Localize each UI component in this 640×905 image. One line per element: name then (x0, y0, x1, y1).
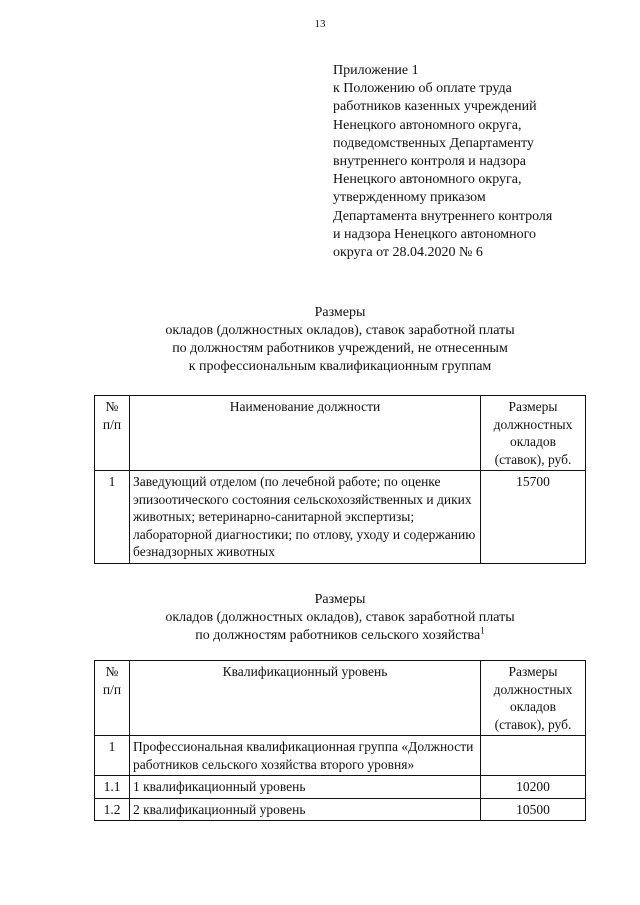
row-number: 1.1 (95, 776, 130, 799)
appendix-line: утвержденному приказом (333, 190, 486, 206)
header-name-text: Наименование должности (229, 399, 381, 414)
section2-title-line (60, 627, 620, 645)
appendix-line: подведомственных Департаменту (333, 135, 534, 151)
table-row (95, 798, 586, 821)
section2-title-text: по должностям работников сельского хозяйства (195, 628, 481, 643)
row-name: 2 квалификационный уровень (130, 798, 481, 821)
header-name (130, 396, 481, 471)
table-header-row (95, 661, 586, 736)
appendix-line: округа от 28.04.2020 № 6 (333, 245, 483, 261)
positions-table (94, 395, 586, 564)
section2-title-line: Размеры (314, 592, 366, 607)
page-number: 13 (314, 18, 326, 30)
header-number (95, 661, 130, 736)
row-value: 10500 (481, 798, 586, 821)
section1-heading (60, 304, 620, 376)
row-number: 1 (95, 471, 130, 564)
row-value (481, 736, 586, 776)
table-row (95, 471, 586, 564)
table-row (95, 736, 586, 776)
section1-title-line: Размеры (314, 305, 366, 320)
appendix-line: Департамента внутреннего контроля (333, 208, 553, 224)
header-level-text: Квалификационный уровень (222, 664, 388, 679)
header-salary-text: Размеры должностных окладов (ставок), руб. (493, 399, 573, 467)
section2-title-line: окладов (должностных окладов), ставок заработной платы (165, 610, 515, 625)
row-name: Профессиональная квалификационная группа «Должности работников сельского хозяйства второго уровня» (130, 736, 481, 776)
section1-title-line: окладов (должностных окладов), ставок заработной платы (165, 323, 515, 338)
appendix-line: к Положению об оплате труда (333, 81, 512, 97)
agriculture-table (94, 660, 586, 821)
table-row (95, 776, 586, 799)
appendix-line: работников казенных учреждений (333, 99, 537, 115)
row-name: 1 квалификационный уровень (130, 776, 481, 799)
appendix-line: внутреннего контроля и надзора (333, 154, 526, 170)
header-number-text: № п/п (102, 664, 122, 697)
row-number: 1 (95, 736, 130, 776)
row-value: 10200 (481, 776, 586, 799)
header-number (95, 396, 130, 471)
row-name: Заведующий отделом (по лечебной работе; по оценке эпизоотического состояния сельскохозяйственных и диких животных; ветеринарно-санитарной экспертизы; лабораторной диагностики; по отлову, уходу и содержанию безнадзорных животных (130, 471, 481, 564)
header-level (130, 661, 481, 736)
section1-title-line: к профессиональным квалификационным группам (188, 359, 492, 374)
footnote-mark: 1 (480, 625, 485, 636)
table-header-row (95, 396, 586, 471)
row-number: 1.2 (95, 798, 130, 821)
header-number-text: № п/п (102, 399, 122, 432)
section2-heading (60, 591, 620, 645)
appendix-block (333, 62, 623, 262)
appendix-line: Ненецкого автономного округа, (333, 117, 522, 133)
header-salary (481, 396, 586, 471)
appendix-line: и надзора Ненецкого автономного (333, 226, 537, 242)
section1-title-line: по должностям работников учреждений, не отнесенным (172, 341, 508, 356)
appendix-line: Приложение 1 (333, 63, 419, 78)
header-salary (481, 661, 586, 736)
header-salary-text: Размеры должностных окладов (ставок), руб. (493, 664, 573, 732)
appendix-line: Ненецкого автономного округа, (333, 172, 522, 188)
row-value: 15700 (481, 471, 586, 564)
